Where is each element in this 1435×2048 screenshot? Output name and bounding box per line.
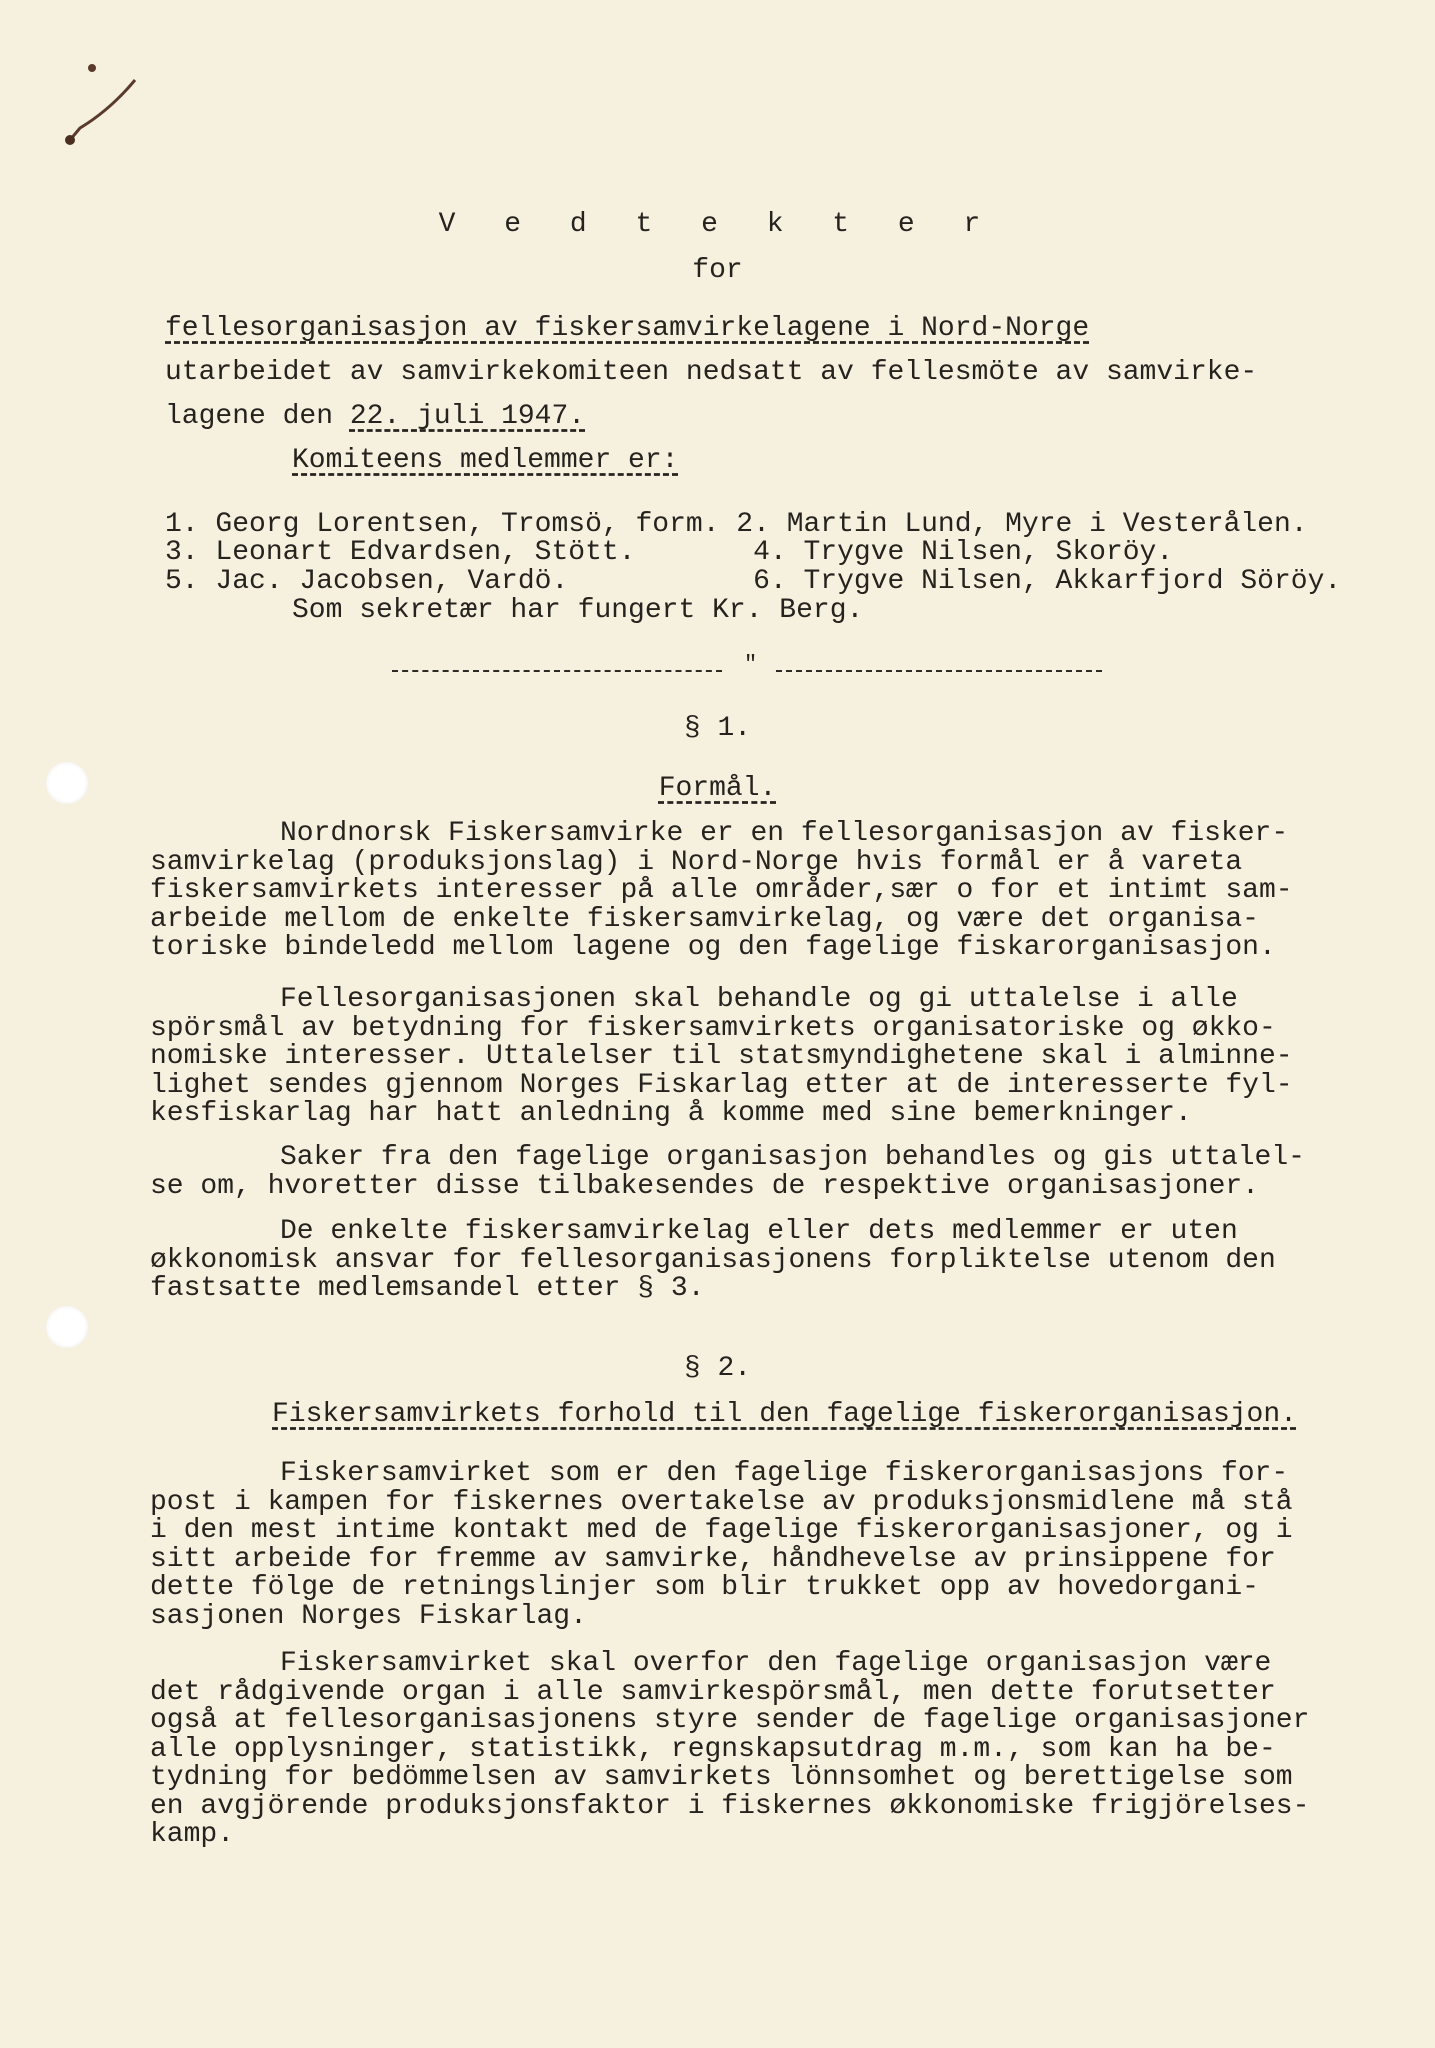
text-line: Fellesorganisasjonen skal behandle og gi uttalelse i alle	[280, 984, 1238, 1015]
text-line: arbeide mellom de enkelte fiskersamvirkelag, og være det organisa-	[150, 903, 1259, 935]
separator-line	[392, 670, 722, 672]
ink-stain-mark	[30, 50, 140, 150]
document-subtitle: fellesorganisasjon av fiskersamvirkelagene i Nord-Norge	[165, 313, 1090, 344]
text-line: alle opplysninger, statistikk, regnskapsutdrag m.m., som kan ha be-	[150, 1733, 1276, 1765]
separator-mark: "	[744, 652, 758, 677]
member-row: 1. Georg Lorentsen, Tromsö, form. 2. Martin Lund, Myre i Vesterålen.	[165, 509, 1308, 540]
section-1-paragraph-4	[150, 1218, 1410, 1304]
document-title: V e d t e k t e r	[438, 209, 997, 240]
secretary-line: Som sekretær har fungert Kr. Berg.	[292, 595, 864, 626]
section-1-paragraph-1	[150, 820, 1410, 963]
text-line: fastsatte medlemsandel etter § 3.	[150, 1273, 705, 1304]
member-row: 3. Leonart Edvardsen, Stött. 4. Trygve Nilsen, Skoröy.	[165, 537, 1174, 568]
text-line: toriske bindeledd mellom lagene og den fagelige fiskarorganisasjon.	[150, 932, 1276, 963]
text-line: De enkelte fiskersamvirkelag eller dets medlemmer er uten	[280, 1216, 1238, 1247]
punch-hole	[46, 1306, 88, 1348]
text-line: se om, hvoretter disse tilbakesendes de respektive organisasjoner.	[150, 1170, 1259, 1202]
text-line: også at fellesorganisasjonens styre sender de fagelige organisasjoner	[150, 1705, 1310, 1736]
section-2-paragraph-1	[150, 1460, 1410, 1631]
text-line: det rådgivende organ i alle samvirkespörsmål, men dette forutsetter	[150, 1676, 1276, 1708]
text-line: lighet sendes gjennom Norges Fiskarlag etter at de interesserte fyl-	[150, 1069, 1293, 1101]
separator-line	[776, 670, 1102, 672]
intro-line-date: lagene den 22. juli 1947.	[165, 401, 586, 432]
text-line: sasjonen Norges Fiskarlag.	[150, 1600, 587, 1632]
member-row: 5. Jac. Jacobsen, Vardö. 6. Trygve Nilsen, Akkarfjord Söröy.	[165, 566, 1342, 597]
text-line: fiskersamvirkets interesser på alle områder,sær o for et intimt sam-	[150, 875, 1293, 906]
text-line: post i kampen for fiskernes overtakelse av produksjonsmidlene må stå	[150, 1486, 1293, 1518]
title-for: for	[692, 255, 743, 286]
intro-line: utarbeidet av samvirkekomiteen nedsatt av fellesmöte av samvirke-	[165, 357, 1258, 388]
section-1-heading: Formål.	[658, 773, 777, 804]
text-line: dette fölge de retningslinjer som blir trukket opp av hovedorgani-	[150, 1572, 1259, 1603]
text-line: kamp.	[150, 1819, 235, 1850]
text-line: spörsmål av betydning for fiskersamvirkets organisatoriske og økko-	[150, 1012, 1276, 1044]
text-line: økkonomisk ansvar for fellesorganisasjonens forpliktelse utenom den	[150, 1244, 1276, 1276]
members-heading: Komiteens medlemmer er:	[292, 445, 679, 476]
text-line: sitt arbeide for fremme av samvirke, håndhevelse av prinsippene for	[150, 1543, 1276, 1575]
section-2-number: § 2.	[683, 1353, 752, 1384]
section-2-paragraph-2	[150, 1650, 1410, 1850]
text-line: Saker fra den fagelige organisasjon behandles og gis uttalel-	[280, 1142, 1305, 1173]
text-line: en avgjörende produksjonsfaktor i fiskernes økkonomiske frigjörelses-	[150, 1790, 1310, 1822]
meeting-date: 22. juli 1947.	[349, 401, 586, 432]
text-line: Fiskersamvirket som er den fagelige fiskerorganisasjons for-	[280, 1458, 1289, 1489]
section-2-heading: Fiskersamvirkets forhold til den fagelige fiskerorganisasjon.	[272, 1399, 1297, 1430]
section-1-paragraph-2	[150, 986, 1410, 1129]
text-line: Nordnorsk Fiskersamvirke er en fellesorganisasjon av fisker-	[280, 818, 1289, 849]
section-1-number: § 1.	[683, 713, 752, 744]
text-line: kesfiskarlag har hatt anledning å komme med sine bemerkninger.	[150, 1098, 1192, 1129]
text-line: tydning for bedömmelsen av samvirkets lönnsomhet og berettigelse som	[150, 1762, 1293, 1793]
text-line: nomiske interesser. Uttalelser til statsmyndighetene skal i alminne-	[150, 1041, 1293, 1072]
section-1-paragraph-3	[150, 1144, 1410, 1201]
text-line: samvirkelag (produksjonslag) i Nord-Norge hvis formål er å vareta	[150, 846, 1243, 878]
text-line: i den mest intime kontakt med de fagelige fiskerorganisasjoner, og i	[150, 1515, 1293, 1546]
text-line: Fiskersamvirket skal overfor den fagelige organisasjon være	[280, 1648, 1272, 1679]
